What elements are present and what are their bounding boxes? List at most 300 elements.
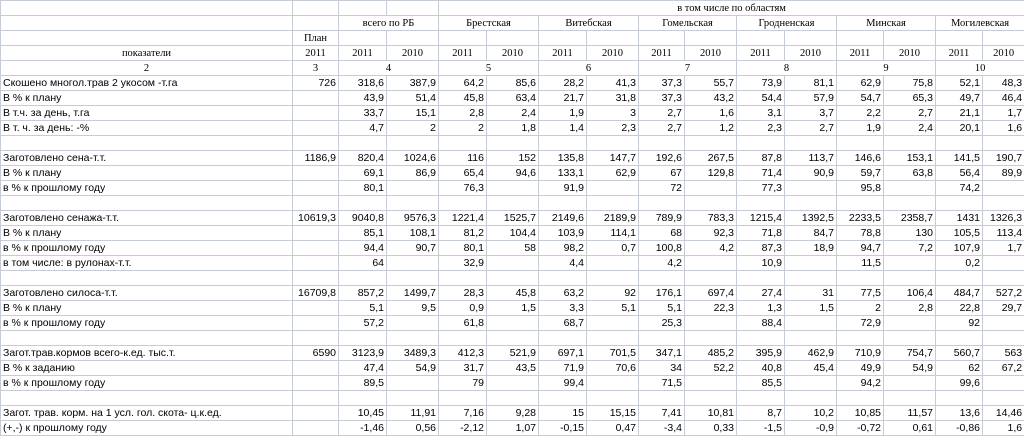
value-cell: 1,3 — [737, 301, 785, 316]
value-cell: 1,5 — [487, 301, 539, 316]
blank-cell — [936, 196, 983, 211]
blank-cell — [339, 196, 387, 211]
blank-cell — [983, 331, 1024, 346]
blank-cell — [587, 391, 639, 406]
blank-cell — [293, 391, 339, 406]
row-label: в % к прошлому году — [1, 241, 293, 256]
value-cell: 347,1 — [639, 346, 685, 361]
col-number: 9 — [837, 61, 936, 76]
value-cell: 147,7 — [587, 151, 639, 166]
value-cell: 37,3 — [639, 91, 685, 106]
value-cell: 135,8 — [539, 151, 587, 166]
value-cell: 49,7 — [936, 91, 983, 106]
value-cell: 192,6 — [639, 151, 685, 166]
col-number: 2 — [1, 61, 293, 76]
value-cell: 527,2 — [983, 286, 1024, 301]
blank-cell — [539, 136, 587, 151]
value-cell: 78,8 — [837, 226, 884, 241]
blank-cell — [837, 271, 884, 286]
value-cell: 2,3 — [737, 121, 785, 136]
value-cell: 1392,5 — [785, 211, 837, 226]
blank-cell — [539, 271, 587, 286]
value-cell — [293, 316, 339, 331]
value-cell: 412,3 — [439, 346, 487, 361]
value-cell: 5,1 — [339, 301, 387, 316]
value-cell: 9040,8 — [339, 211, 387, 226]
value-cell: 43,2 — [685, 91, 737, 106]
col-number: 3 — [293, 61, 339, 76]
value-cell: 92 — [936, 316, 983, 331]
value-cell: 1215,4 — [737, 211, 785, 226]
value-cell: 71,9 — [539, 361, 587, 376]
spacer-row — [1, 196, 1024, 211]
row-label: в % к прошлому году — [1, 316, 293, 331]
table-row — [1, 286, 1024, 301]
header-blank-cell — [487, 31, 539, 46]
value-cell: 85,5 — [737, 376, 785, 391]
value-cell: 41,3 — [587, 76, 639, 91]
value-cell: 2,7 — [639, 121, 685, 136]
value-cell — [487, 181, 539, 196]
blank-cell — [837, 136, 884, 151]
value-cell — [884, 316, 936, 331]
value-cell: 16709,8 — [293, 286, 339, 301]
value-cell: -2,12 — [439, 421, 487, 436]
value-cell: 89,5 — [339, 376, 387, 391]
blank-cell — [737, 391, 785, 406]
blank-cell — [387, 391, 439, 406]
value-cell: 89,9 — [983, 166, 1024, 181]
value-cell: 62,9 — [837, 76, 884, 91]
value-cell: 2,7 — [639, 106, 685, 121]
value-cell: 4,2 — [639, 256, 685, 271]
value-cell: 789,9 — [639, 211, 685, 226]
blank-cell — [884, 391, 936, 406]
value-cell: 54,4 — [737, 91, 785, 106]
blank-cell — [487, 136, 539, 151]
value-cell: 10619,3 — [293, 211, 339, 226]
value-cell — [293, 376, 339, 391]
value-cell: 45,8 — [439, 91, 487, 106]
value-cell: 48,3 — [983, 76, 1024, 91]
value-cell — [587, 181, 639, 196]
value-cell: 90,7 — [387, 241, 439, 256]
value-cell: 0,33 — [685, 421, 737, 436]
value-cell: 80,1 — [339, 181, 387, 196]
row-label: в том числе: в рулонах-т.т. — [1, 256, 293, 271]
value-cell: 95,8 — [837, 181, 884, 196]
value-cell: 62 — [936, 361, 983, 376]
value-cell: 47,4 — [339, 361, 387, 376]
value-cell: 2149,6 — [539, 211, 587, 226]
value-cell: 10,45 — [339, 406, 387, 421]
value-cell: 58 — [487, 241, 539, 256]
value-cell — [884, 256, 936, 271]
value-cell: 3,1 — [737, 106, 785, 121]
value-cell: 84,7 — [785, 226, 837, 241]
table-row — [1, 421, 1024, 436]
value-cell: 10,81 — [685, 406, 737, 421]
table-row — [1, 121, 1024, 136]
value-cell — [293, 406, 339, 421]
value-cell: 176,1 — [639, 286, 685, 301]
table-row — [1, 166, 1024, 181]
value-cell: 1499,7 — [387, 286, 439, 301]
value-cell: 32,9 — [439, 256, 487, 271]
table-row — [1, 301, 1024, 316]
row-label: В т.ч. за день, т.га — [1, 106, 293, 121]
value-cell — [785, 376, 837, 391]
value-cell: 1,6 — [983, 421, 1024, 436]
value-cell: 13,6 — [936, 406, 983, 421]
col-number: 8 — [737, 61, 837, 76]
value-cell: 1,9 — [539, 106, 587, 121]
region-header: Гомельская — [639, 16, 737, 31]
value-cell: 85,1 — [339, 226, 387, 241]
value-cell — [487, 316, 539, 331]
value-cell: 152 — [487, 151, 539, 166]
value-cell: 57,2 — [339, 316, 387, 331]
value-cell — [293, 301, 339, 316]
value-cell: 563 — [983, 346, 1024, 361]
value-cell: -1,46 — [339, 421, 387, 436]
value-cell: 710,9 — [837, 346, 884, 361]
value-cell: 71,4 — [737, 166, 785, 181]
value-cell — [293, 91, 339, 106]
col-number: 7 — [639, 61, 737, 76]
region-header: Гродненская — [737, 16, 837, 31]
blank-cell — [884, 331, 936, 346]
value-cell: 190,7 — [983, 151, 1024, 166]
value-cell: 1,6 — [983, 121, 1024, 136]
value-cell — [387, 181, 439, 196]
value-cell: 11,5 — [837, 256, 884, 271]
value-cell: 15,15 — [587, 406, 639, 421]
value-cell: 29,7 — [983, 301, 1024, 316]
value-cell: 1,9 — [837, 121, 884, 136]
value-cell: 7,2 — [884, 241, 936, 256]
value-cell: 130 — [884, 226, 936, 241]
table-row — [1, 226, 1024, 241]
value-cell: 0,9 — [439, 301, 487, 316]
value-cell — [685, 316, 737, 331]
header-row-group — [1, 1, 1024, 16]
blank-cell — [587, 271, 639, 286]
value-cell: 27,4 — [737, 286, 785, 301]
blank-cell — [1, 196, 293, 211]
value-cell: 94,6 — [487, 166, 539, 181]
spacer-row — [1, 391, 1024, 406]
header-blank-cell — [837, 31, 884, 46]
blank-cell — [387, 331, 439, 346]
value-cell: 4,2 — [685, 241, 737, 256]
blank-cell — [639, 136, 685, 151]
regions-group-header: в том числе по областям — [439, 1, 1024, 16]
value-cell: 40,8 — [737, 361, 785, 376]
blank-cell — [387, 196, 439, 211]
value-cell: 65,3 — [884, 91, 936, 106]
value-cell: 2,7 — [785, 121, 837, 136]
value-cell: 87,3 — [737, 241, 785, 256]
table-row — [1, 376, 1024, 391]
value-cell: 100,8 — [639, 241, 685, 256]
value-cell: 2,8 — [884, 301, 936, 316]
blank-cell — [539, 331, 587, 346]
value-cell: 10,85 — [837, 406, 884, 421]
value-cell: 51,4 — [387, 91, 439, 106]
value-cell — [293, 361, 339, 376]
value-cell — [293, 121, 339, 136]
row-label: В % к плану — [1, 301, 293, 316]
value-cell: 15 — [539, 406, 587, 421]
value-cell: 3489,3 — [387, 346, 439, 361]
value-cell: 103,9 — [539, 226, 587, 241]
blank-cell — [983, 196, 1024, 211]
value-cell: 1525,7 — [487, 211, 539, 226]
value-cell: 7,16 — [439, 406, 487, 421]
blank-cell — [487, 331, 539, 346]
value-cell: 9,5 — [387, 301, 439, 316]
value-cell — [983, 181, 1024, 196]
value-cell: 114,1 — [587, 226, 639, 241]
value-cell: 0,56 — [387, 421, 439, 436]
value-cell: 5,1 — [639, 301, 685, 316]
blank-cell — [1, 331, 293, 346]
value-cell: 2189,9 — [587, 211, 639, 226]
table-row — [1, 151, 1024, 166]
row-label: Заготовлено сена-т.т. — [1, 151, 293, 166]
value-cell: 80,1 — [439, 241, 487, 256]
value-cell — [487, 376, 539, 391]
value-cell: 74,2 — [936, 181, 983, 196]
row-label: Загот. трав. корм. на 1 усл. гол. скота- ц.к.ед. — [1, 406, 293, 421]
value-cell — [293, 241, 339, 256]
value-cell: 92 — [587, 286, 639, 301]
value-cell: 67,2 — [983, 361, 1024, 376]
value-cell: 4,4 — [539, 256, 587, 271]
col-number: 4 — [339, 61, 439, 76]
value-cell: 94,2 — [837, 376, 884, 391]
value-cell — [293, 226, 339, 241]
value-cell: 521,9 — [487, 346, 539, 361]
year-2011-header: 2011 — [936, 46, 983, 61]
value-cell: -1,5 — [737, 421, 785, 436]
blank-cell — [837, 331, 884, 346]
value-cell: 49,9 — [837, 361, 884, 376]
value-cell: 54,9 — [884, 361, 936, 376]
blank-cell — [936, 331, 983, 346]
value-cell: 9,28 — [487, 406, 539, 421]
blank-cell — [639, 391, 685, 406]
value-cell: 0,47 — [587, 421, 639, 436]
value-cell: 45,4 — [785, 361, 837, 376]
blank-cell — [339, 331, 387, 346]
row-label: В % к плану — [1, 226, 293, 241]
blank-cell — [936, 136, 983, 151]
blank-cell — [884, 196, 936, 211]
value-cell: 783,3 — [685, 211, 737, 226]
value-cell: 71,5 — [639, 376, 685, 391]
value-cell: 2358,7 — [884, 211, 936, 226]
value-cell: 395,9 — [737, 346, 785, 361]
header-blank-cell — [587, 31, 639, 46]
value-cell: 1326,3 — [983, 211, 1024, 226]
value-cell: 1,7 — [983, 106, 1024, 121]
table-row — [1, 106, 1024, 121]
value-cell: 71,8 — [737, 226, 785, 241]
value-cell: 69,1 — [339, 166, 387, 181]
blank-cell — [884, 136, 936, 151]
table-row — [1, 181, 1024, 196]
header-blank-cell — [685, 31, 737, 46]
year-2011-header: 2011 — [837, 46, 884, 61]
value-cell: 3123,9 — [339, 346, 387, 361]
value-cell: 31,8 — [587, 91, 639, 106]
value-cell — [685, 376, 737, 391]
value-cell: 63,4 — [487, 91, 539, 106]
table-row — [1, 256, 1024, 271]
col-number: 5 — [439, 61, 539, 76]
value-cell: 21,1 — [936, 106, 983, 121]
year-2010-header: 2010 — [587, 46, 639, 61]
blank-cell — [685, 391, 737, 406]
row-label: В % к плану — [1, 166, 293, 181]
year-2011-header: 2011 — [737, 46, 785, 61]
value-cell: 726 — [293, 76, 339, 91]
value-cell: 99,6 — [936, 376, 983, 391]
value-cell: 91,9 — [539, 181, 587, 196]
value-cell: -0,9 — [785, 421, 837, 436]
value-cell: 81,2 — [439, 226, 487, 241]
value-cell: 116 — [439, 151, 487, 166]
value-cell: 64 — [339, 256, 387, 271]
value-cell: 79 — [439, 376, 487, 391]
value-cell: 113,4 — [983, 226, 1024, 241]
blank-cell — [685, 196, 737, 211]
value-cell: 98,2 — [539, 241, 587, 256]
header-row-plan — [1, 31, 1024, 46]
header-row-names — [1, 16, 1024, 31]
value-cell: 52,1 — [936, 76, 983, 91]
value-cell: 560,7 — [936, 346, 983, 361]
value-cell: 1,7 — [983, 241, 1024, 256]
blank-cell — [685, 271, 737, 286]
value-cell — [387, 256, 439, 271]
value-cell: 146,6 — [837, 151, 884, 166]
header-blank-cell — [539, 31, 587, 46]
value-cell — [884, 181, 936, 196]
row-label: в % к прошлому году — [1, 376, 293, 391]
value-cell: 81,1 — [785, 76, 837, 91]
value-cell: 18,9 — [785, 241, 837, 256]
value-cell: 5,1 — [587, 301, 639, 316]
year-2010-header: 2010 — [685, 46, 737, 61]
value-cell: 10,9 — [737, 256, 785, 271]
value-cell: 43,9 — [339, 91, 387, 106]
header-blank-cell — [639, 31, 685, 46]
table-row — [1, 91, 1024, 106]
value-cell: 129,8 — [685, 166, 737, 181]
header-blank-cell — [983, 31, 1024, 46]
blank-cell — [785, 136, 837, 151]
blank-cell — [439, 331, 487, 346]
value-cell — [387, 316, 439, 331]
year-2010-header: 2010 — [983, 46, 1024, 61]
value-cell: -0,86 — [936, 421, 983, 436]
blank-cell — [539, 391, 587, 406]
value-cell — [293, 421, 339, 436]
blank-cell — [439, 136, 487, 151]
value-cell: 1,5 — [785, 301, 837, 316]
blank-cell — [785, 271, 837, 286]
blank-cell — [785, 196, 837, 211]
blank-cell — [785, 331, 837, 346]
header-row-years — [1, 46, 1024, 61]
value-cell: 90,9 — [785, 166, 837, 181]
header-blank-cell — [884, 31, 936, 46]
value-cell: 72 — [639, 181, 685, 196]
value-cell: 33,7 — [339, 106, 387, 121]
value-cell: 3,3 — [539, 301, 587, 316]
value-cell: 2,7 — [884, 106, 936, 121]
value-cell — [293, 106, 339, 121]
value-cell: 153,1 — [884, 151, 936, 166]
value-cell: 22,8 — [936, 301, 983, 316]
value-cell: 107,9 — [936, 241, 983, 256]
value-cell: 57,9 — [785, 91, 837, 106]
blank-cell — [439, 196, 487, 211]
value-cell: 59,7 — [837, 166, 884, 181]
value-cell: 3,7 — [785, 106, 837, 121]
value-cell: 11,91 — [387, 406, 439, 421]
value-cell: 28,2 — [539, 76, 587, 91]
row-label: Скошено многол.трав 2 укосом -т.га — [1, 76, 293, 91]
value-cell: 64,2 — [439, 76, 487, 91]
value-cell: 2,4 — [884, 121, 936, 136]
blank-cell — [587, 331, 639, 346]
value-cell: 2233,5 — [837, 211, 884, 226]
value-cell: 0,61 — [884, 421, 936, 436]
blank-cell — [785, 391, 837, 406]
value-cell: 697,1 — [539, 346, 587, 361]
value-cell: 68,7 — [539, 316, 587, 331]
value-cell: 2,4 — [487, 106, 539, 121]
year-2010-header: 2010 — [884, 46, 936, 61]
value-cell: 68 — [639, 226, 685, 241]
row-label: (+,-) к прошлому году — [1, 421, 293, 436]
value-cell: 754,7 — [884, 346, 936, 361]
indicator-header: показатели — [1, 46, 293, 61]
value-cell: 94,4 — [339, 241, 387, 256]
value-cell: 462,9 — [785, 346, 837, 361]
value-cell — [884, 376, 936, 391]
header-blank-cell — [339, 31, 387, 46]
value-cell: 1,6 — [685, 106, 737, 121]
value-cell: 2,8 — [439, 106, 487, 121]
value-cell: 92,3 — [685, 226, 737, 241]
blank-cell — [837, 391, 884, 406]
value-cell: 11,57 — [884, 406, 936, 421]
blank-cell — [983, 136, 1024, 151]
value-cell: 14,46 — [983, 406, 1024, 421]
value-cell: 1186,9 — [293, 151, 339, 166]
value-cell — [293, 166, 339, 181]
row-label: В т. ч. за день: -% — [1, 121, 293, 136]
value-cell: 141,5 — [936, 151, 983, 166]
value-cell: 94,7 — [837, 241, 884, 256]
year-2011-header: 2011 — [339, 46, 387, 61]
value-cell: 1024,6 — [387, 151, 439, 166]
